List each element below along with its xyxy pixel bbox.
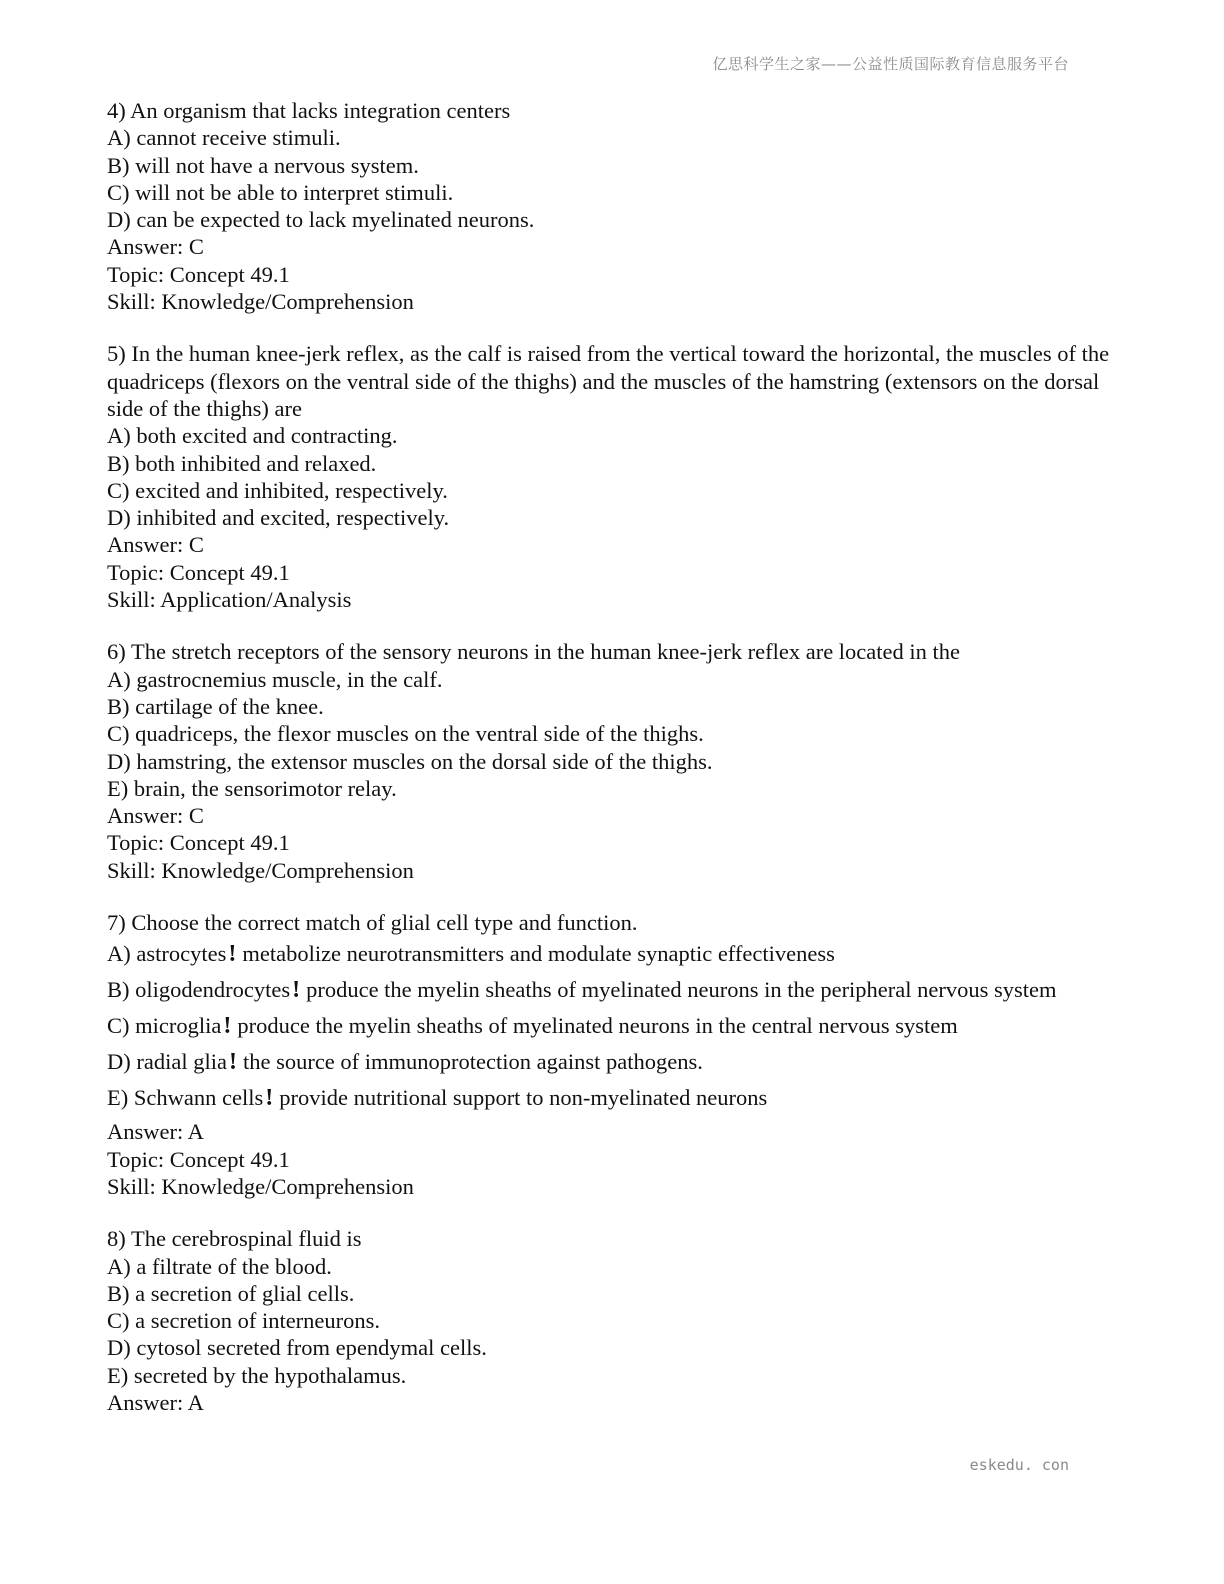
option-c: C) will not be able to interpret stimuli. (107, 179, 454, 205)
topic: Topic: Concept 49.1 (107, 559, 290, 585)
option-term: A) astrocytes (107, 941, 227, 967)
option-e (107, 1082, 1117, 1114)
answer: Answer: A (107, 1389, 204, 1415)
option-a: A) a filtrate of the blood. (107, 1253, 332, 1279)
page-footer: eskedu. con (969, 1456, 1069, 1474)
option-d: D) hamstring, the extensor muscles on the dorsal side of the thighs. (107, 748, 713, 774)
option-a: A) cannot receive stimuli. (107, 125, 341, 151)
separator-mark: ! (228, 941, 237, 968)
option-definition: the source of immunoprotection against pathogens. (242, 1049, 703, 1075)
question-stem: 5) In the human knee-jerk reflex, as the calf is raised from the vertical toward the horizontal, the muscles of the quadriceps (flexors on the ventral side of the thighs) and the muscles of the hamstring (extensors on the dorsal side of the thighs) are (107, 341, 1110, 421)
topic: Topic: Concept 49.1 (107, 261, 290, 287)
separator-mark: ! (228, 1049, 237, 1076)
option-b (107, 974, 1117, 1006)
topic: Topic: Concept 49.1 (107, 1146, 290, 1172)
skill: Skill: Knowledge/Comprehension (107, 289, 414, 315)
option-term: D) radial glia (107, 1049, 227, 1075)
option-b: B) both inhibited and relaxed. (107, 450, 377, 476)
option-term: E) Schwann cells (107, 1085, 264, 1111)
option-b: B) a secretion of glial cells. (107, 1280, 355, 1306)
option-definition: metabolize neurotransmitters and modulate synaptic effectiveness (242, 941, 835, 967)
separator-mark: ! (292, 977, 301, 1004)
option-term: B) oligodendrocytes (107, 977, 291, 1003)
answer: Answer: C (107, 234, 204, 260)
question-6 (107, 638, 1117, 884)
skill: Skill: Application/Analysis (107, 587, 352, 613)
question-8 (107, 1225, 1117, 1416)
option-a (107, 938, 1117, 970)
question-4 (107, 97, 1117, 315)
answer: Answer: C (107, 803, 204, 829)
option-definition: provide nutritional support to non-myelinated neurons (279, 1085, 768, 1111)
question-stem: 4) An organism that lacks integration centers (107, 98, 511, 123)
option-c: C) a secretion of interneurons. (107, 1308, 381, 1334)
answer: Answer: A (107, 1119, 204, 1145)
option-e: E) secreted by the hypothalamus. (107, 1362, 407, 1388)
option-d: D) cytosol secreted from ependymal cells. (107, 1335, 487, 1361)
question-list (107, 97, 1117, 1441)
answer: Answer: C (107, 532, 204, 558)
topic: Topic: Concept 49.1 (107, 830, 290, 856)
question-stem: 6) The stretch receptors of the sensory neurons in the human knee-jerk reflex are located in the (107, 639, 961, 665)
option-definition: produce the myelin sheaths of myelinated neurons in the central nervous system (237, 1013, 958, 1039)
option-definition: produce the myelin sheaths of myelinated neurons in the peripheral nervous system (306, 977, 1057, 1003)
option-a: A) gastrocnemius muscle, in the calf. (107, 666, 443, 692)
separator-mark: ! (265, 1085, 274, 1112)
option-b: B) cartilage of the knee. (107, 693, 324, 719)
option-c (107, 1010, 1117, 1042)
option-e: E) brain, the sensorimotor relay. (107, 775, 397, 801)
option-a: A) both excited and contracting. (107, 423, 398, 449)
option-term: C) microglia (107, 1013, 222, 1039)
option-d: D) can be expected to lack myelinated neurons. (107, 207, 535, 233)
skill: Skill: Knowledge/Comprehension (107, 1173, 414, 1199)
option-d (107, 1046, 1117, 1078)
question-7 (107, 909, 1117, 1200)
option-c: C) quadriceps, the flexor muscles on the ventral side of the thighs. (107, 721, 704, 747)
question-stem: 7) Choose the correct match of glial cell type and function. (107, 910, 638, 936)
skill: Skill: Knowledge/Comprehension (107, 857, 414, 883)
option-c: C) excited and inhibited, respectively. (107, 477, 448, 503)
page-header: 亿思科学生之家——公益性质国际教育信息服务平台 (712, 55, 1069, 73)
question-stem: 8) The cerebrospinal fluid is (107, 1226, 362, 1252)
question-5 (107, 340, 1117, 613)
option-b: B) will not have a nervous system. (107, 152, 419, 178)
separator-mark: ! (223, 1013, 232, 1040)
option-d: D) inhibited and excited, respectively. (107, 505, 450, 531)
